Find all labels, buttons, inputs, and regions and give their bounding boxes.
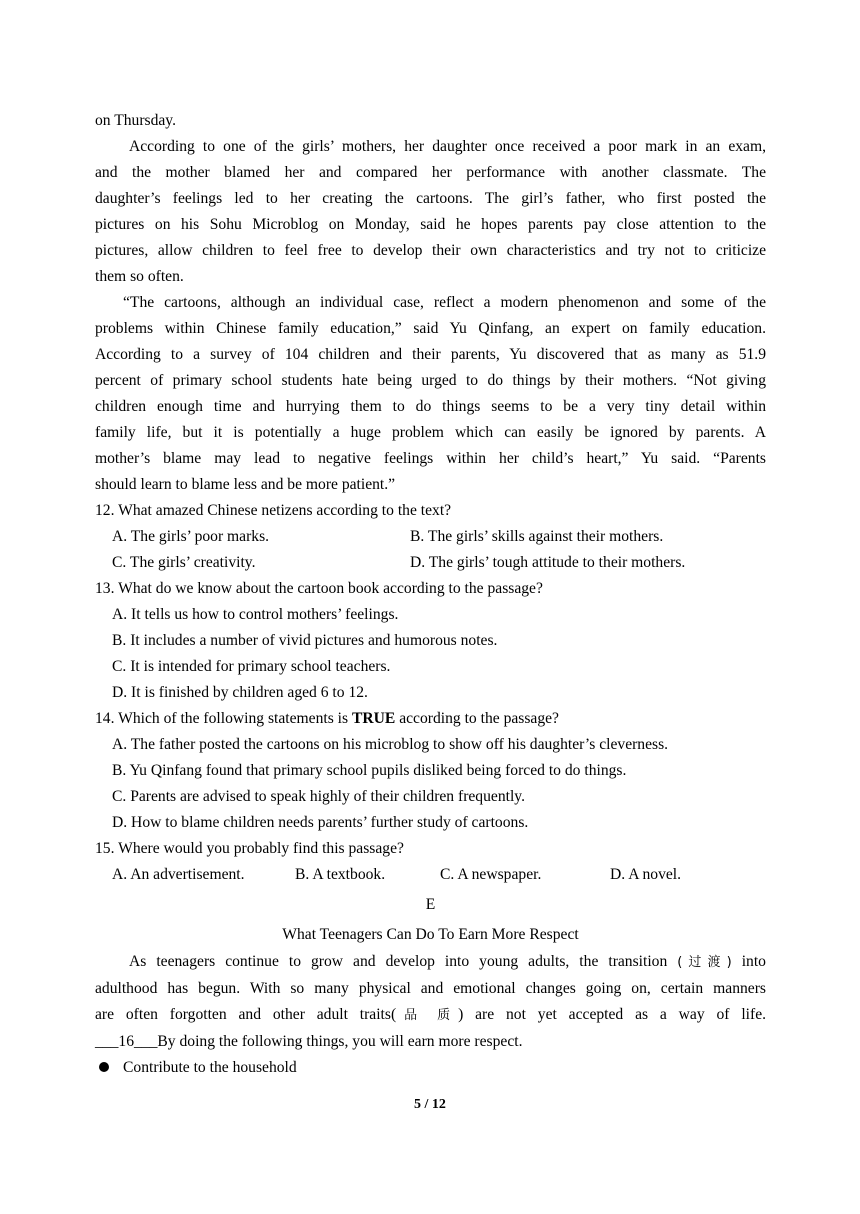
stem-text: according to the passage? — [395, 710, 559, 727]
stem-text: 14. Which of the following statements is — [95, 710, 352, 727]
option-b: B. The girls’ skills against their mothers. — [410, 528, 664, 545]
paragraph-line: children enough time and hurrying them to do things seems to be a very tiny detail within — [95, 398, 766, 415]
question-13-stem: 13. What do we know about the cartoon book according to the passage? — [95, 580, 543, 597]
option-a: A. An advertisement. — [112, 866, 245, 883]
text-segment: As teenagers continue to grow and develop into young adults, the transition — [129, 953, 668, 970]
paragraph-line: should learn to blame less and be more patient.” — [95, 476, 396, 493]
paragraph-line: adulthood has begun. With so many physical and emotional changes going on, certain manners — [95, 980, 766, 997]
question-15-options — [95, 862, 766, 888]
option-c: C. It is intended for primary school teachers. — [112, 658, 391, 675]
option-c: C. The girls’ creativity. — [112, 554, 256, 571]
chinese-gloss: 品 质 — [396, 1008, 459, 1023]
paragraph-line — [95, 1002, 766, 1029]
paragraph-line: According to a survey of 104 children and their parents, Yu discovered that as many as 51.9 — [95, 346, 766, 363]
chinese-gloss: (过渡) — [677, 955, 732, 970]
paragraph-line: problems within Chinese family education,” said Yu Qinfang, an expert on family education. — [95, 320, 766, 337]
text-segment: are often forgotten and other adult traits( — [95, 1006, 397, 1023]
question-12-stem: 12. What amazed Chinese netizens according to the text? — [95, 502, 452, 519]
continuation-text: on Thursday. — [95, 112, 176, 129]
option-c: C. A newspaper. — [440, 866, 542, 883]
bullet-item — [95, 1055, 766, 1081]
paragraph-line: pictures on his Sohu Microblog on Monday, said he hopes parents pay close attention to the — [95, 216, 766, 233]
bullet-icon — [99, 1062, 109, 1072]
paragraph-line: daughter’s feelings led to her creating the cartoons. The girl’s father, who first posted the — [95, 190, 766, 207]
paragraph-line: family life, but it is potentially a huge problem which can easily be ignored by parents. A — [95, 424, 766, 441]
option-d: D. A novel. — [610, 866, 682, 883]
question-15-stem: 15. Where would you probably find this passage? — [95, 840, 404, 857]
option-c: C. Parents are advised to speak highly of their children frequently. — [112, 788, 525, 805]
page-number: 5 / 12 — [414, 1097, 446, 1112]
question-14-stem — [95, 706, 766, 732]
paragraph-line: percent of primary school students hate being urged to do things by their mothers. “Not giving — [95, 372, 766, 389]
option-d: D. It is finished by children aged 6 to 12. — [112, 684, 368, 701]
option-a: A. The father posted the cartoons on his microblog to show off his daughter’s cleverness. — [112, 736, 669, 753]
paragraph-line: and the mother blamed her and compared her performance with another classmate. The — [95, 164, 766, 181]
option-d: D. The girls’ tough attitude to their mothers. — [410, 554, 686, 571]
text-segment: ) are not yet accepted as a way of life. — [458, 1006, 767, 1023]
option-b: B. A textbook. — [295, 866, 386, 883]
bullet-text: Contribute to the household — [123, 1059, 297, 1076]
text-segment: into — [741, 953, 766, 970]
paragraph-line: According to one of the girls’ mothers, her daughter once received a poor mark in an exam, — [129, 138, 766, 155]
stem-emphasis: TRUE — [351, 710, 396, 727]
paragraph-line: “The cartoons, although an individual case, reflect a modern phenomenon and some of the — [123, 294, 766, 311]
option-d: D. How to blame children needs parents’ further study of cartoons. — [112, 814, 529, 831]
paragraph-line — [95, 949, 766, 976]
question-12-options-row2 — [95, 550, 766, 576]
paragraph-line-blank-16: ___16___By doing the following things, you will earn more respect. — [95, 1033, 523, 1050]
paragraph-line: mother’s blame may lead to negative feelings within her child’s heart,” Yu said. “Parents — [95, 450, 766, 467]
option-b: B. Yu Qinfang found that primary school pupils disliked being forced to do things. — [112, 762, 627, 779]
option-a: A. It tells us how to control mothers’ feelings. — [112, 606, 399, 623]
passage-title: What Teenagers Can Do To Earn More Respect — [282, 926, 579, 943]
question-12-options-row1 — [95, 524, 766, 550]
section-label: E — [425, 896, 436, 913]
page-body — [95, 108, 766, 1081]
option-b: B. It includes a number of vivid pictures and humorous notes. — [112, 632, 498, 649]
option-a: A. The girls’ poor marks. — [112, 528, 270, 545]
paragraph-line: them so often. — [95, 268, 184, 285]
paragraph-line: pictures, allow children to feel free to develop their own characteristics and try not to criticize — [95, 242, 766, 259]
